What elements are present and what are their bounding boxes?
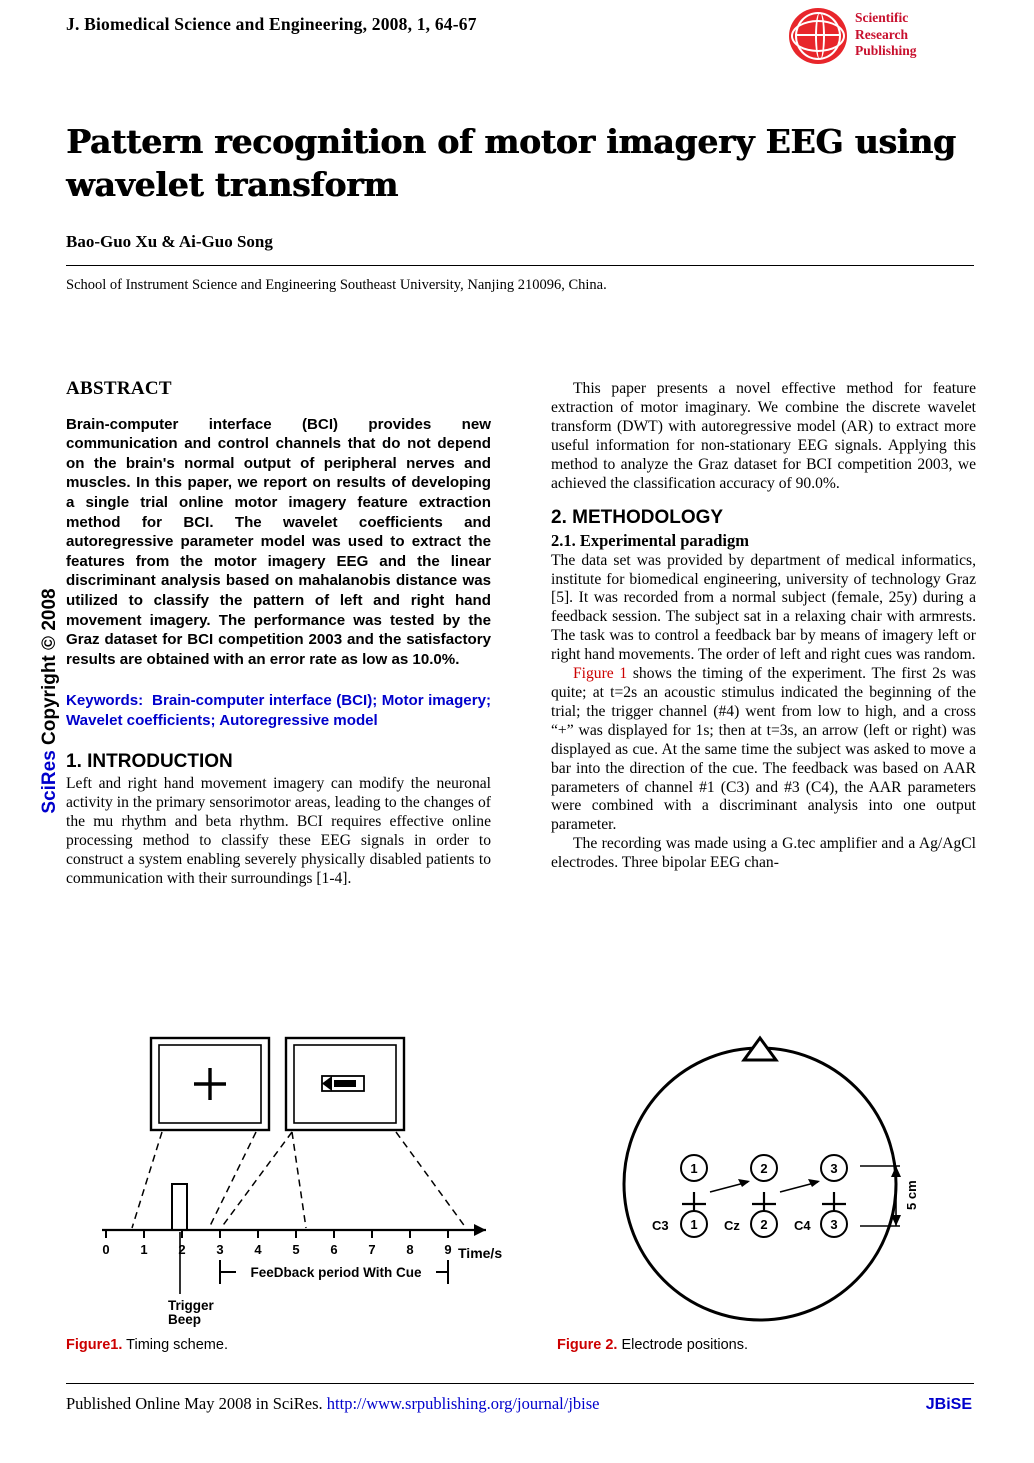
- svg-text:3: 3: [216, 1242, 224, 1257]
- figure-1-graphic: [96, 1032, 516, 1332]
- publisher-logo: [789, 6, 979, 66]
- page-title: Pattern recognition of motor imagery EEG using wavelet transform: [66, 122, 956, 204]
- globe-icon: [789, 8, 847, 64]
- publisher-line-3: Publishing: [855, 43, 917, 58]
- svg-text:1: 1: [690, 1161, 698, 1176]
- svg-text:6: 6: [330, 1242, 338, 1257]
- svg-text:4: 4: [254, 1242, 262, 1257]
- svg-text:Cz: Cz: [724, 1218, 740, 1233]
- methodology-paragraph-2-text: shows the timing of the experiment. The first 2s was quite; at t=2s an acoustic stimulus indicated the beginning of the trial; the trigger channel (#4) went from low to high, and a cross “+” was displayed for 1s; then at t=3s, an arrow (left or right) was displayed as cue. At the same time the subject was asked to move a bar into the direction of the cue. The feedback was based on AAR parameters of channel #1 (C3) and #3 (C4), the AAR parameters were combined with a discriminant analysis into one output parameter.: [551, 665, 976, 834]
- methodology-paragraph-1: The data set was provided by department of medical informatics, institute for biomedical engineering, university of technology Graz [5]. It was recorded from a normal subject (female, 25y) during a feedback session. The subject sat in a relaxing chair with armrests. The task was to control a feedback bar by means of imagery left or right hand movements. The order of left and right cues was random.: [551, 551, 976, 664]
- figure-1-time-label: Time/s: [458, 1245, 503, 1261]
- publisher-line-2: Research: [855, 26, 908, 42]
- svg-text:2: 2: [760, 1161, 768, 1176]
- svg-text:3: 3: [830, 1161, 838, 1176]
- svg-text:2: 2: [760, 1217, 768, 1232]
- figure-1-caption-label: Figure1.: [66, 1337, 123, 1353]
- footer-published-text: Published Online May 2008 in SciRes.: [66, 1394, 323, 1413]
- svg-text:7: 7: [368, 1242, 376, 1257]
- svg-text:2: 2: [178, 1242, 186, 1257]
- journal-header: J. Biomedical Science and Engineering, 2008, 1, 64-67: [66, 14, 477, 34]
- svg-text:3: 3: [830, 1217, 838, 1232]
- svg-text:8: 8: [406, 1242, 414, 1257]
- svg-text:C3: C3: [652, 1218, 669, 1233]
- svg-text:C4: C4: [794, 1218, 811, 1233]
- abstract-heading: ABSTRACT: [66, 378, 172, 399]
- side-copyright: [39, 571, 61, 831]
- svg-text:9: 9: [444, 1242, 452, 1257]
- copyright-rest: Copyright © 2008: [39, 588, 60, 751]
- publisher-line-1: Scientific: [855, 10, 909, 25]
- keywords-block: [66, 691, 491, 730]
- abstract-body: Brain-computer interface (BCI) provides new communication and control channels that do not depend on the brain's normal output of peripheral nerves and muscles. In this paper, we report on results of developing a single trial online motor imagery feature extraction method for BCI. The wavelet coefficients and autoregressive parameter model was used to extract the features from the motor imagery EEG and the linear discriminant analysis based on mahalanobis distance was utilized to classify the pattern of left and right hand movement imagery. The performance was tested by the Graz dataset for BCI competition 2003 and the satisfactory results are obtained with an error rate as low as 10.0%.: [66, 415, 491, 668]
- figure-1-reference: Figure 1: [573, 665, 628, 683]
- introduction-body: Left and right hand movement imagery can modify the neuronal activity in the primary sensorimotor areas, leading to the changes of the mu rhythm and beta rhythm. BCI requires effective online processing method to classify these EEG signals in order to construct a system enabling severely physically disabled patients to communication with their surroundings [1-4].: [66, 775, 491, 887]
- svg-text:0: 0: [102, 1242, 110, 1257]
- right-column: [551, 380, 976, 873]
- figure-2-caption: [557, 1337, 748, 1353]
- figure-1-caption-text: Timing scheme.: [122, 1337, 228, 1353]
- affiliation: School of Instrument Science and Engineering Southeast University, Nanjing 210096, China.: [66, 277, 607, 293]
- methodology-paragraph-3: The recording was made using a G.tec amplifier and a Ag/AgCl electrodes. Three bipolar EEG chan-: [551, 835, 976, 872]
- scires-brand: SciRes: [39, 750, 60, 814]
- svg-text:1: 1: [140, 1242, 148, 1257]
- experimental-paradigm-heading: 2.1. Experimental paradigm: [551, 531, 749, 551]
- svg-text:1: 1: [690, 1217, 698, 1232]
- footer: [66, 1394, 866, 1414]
- figure-1-feedback-label: FeeDback period With Cue: [250, 1265, 422, 1280]
- footer-divider: [66, 1383, 974, 1384]
- figure-2-graphic: [600, 1032, 980, 1332]
- introduction-continued: This paper presents a novel effective method for feature extraction of motor imaginary. We combine the discrete wavelet transform (DWT) with autoregressive model (AR) to extract more useful information for non-stationary EEG signals. Applying this method to analyze the Graz dataset for BCI competition 2003, we achieved the classification accuracy of 90.0%.: [551, 380, 976, 492]
- divider: [66, 265, 974, 266]
- svg-text:5: 5: [292, 1242, 300, 1257]
- publisher-name: [855, 10, 917, 60]
- figure-2-scale-label: 5 cm: [904, 1180, 919, 1210]
- methodology-heading: 2. METHODOLOGY: [551, 507, 724, 529]
- jbise-mark: JBiSE: [925, 1396, 972, 1413]
- introduction-heading: 1. INTRODUCTION: [66, 750, 233, 772]
- journal-url-link[interactable]: http://www.srpublishing.org/journal/jbise: [326, 1394, 600, 1413]
- keywords-value: Brain-computer interface (BCI); Motor imagery; Wavelet coefficients; Autoregressive model: [66, 692, 491, 729]
- keywords-label: Keywords: [66, 692, 139, 710]
- keywords-separator: :: [138, 692, 144, 710]
- left-column: [66, 380, 491, 889]
- figure-1-caption: [66, 1337, 228, 1353]
- figure-2-caption-label: Figure 2.: [557, 1337, 618, 1353]
- author-list: Bao-Guo Xu & Ai-Guo Song: [66, 232, 273, 251]
- figure-1-trigger-label-1: Trigger: [168, 1298, 214, 1313]
- methodology-paragraph-2: [551, 665, 976, 835]
- figure-2-caption-text: Electrode positions.: [617, 1337, 749, 1353]
- figure-1-trigger-label-2: Beep: [168, 1312, 202, 1327]
